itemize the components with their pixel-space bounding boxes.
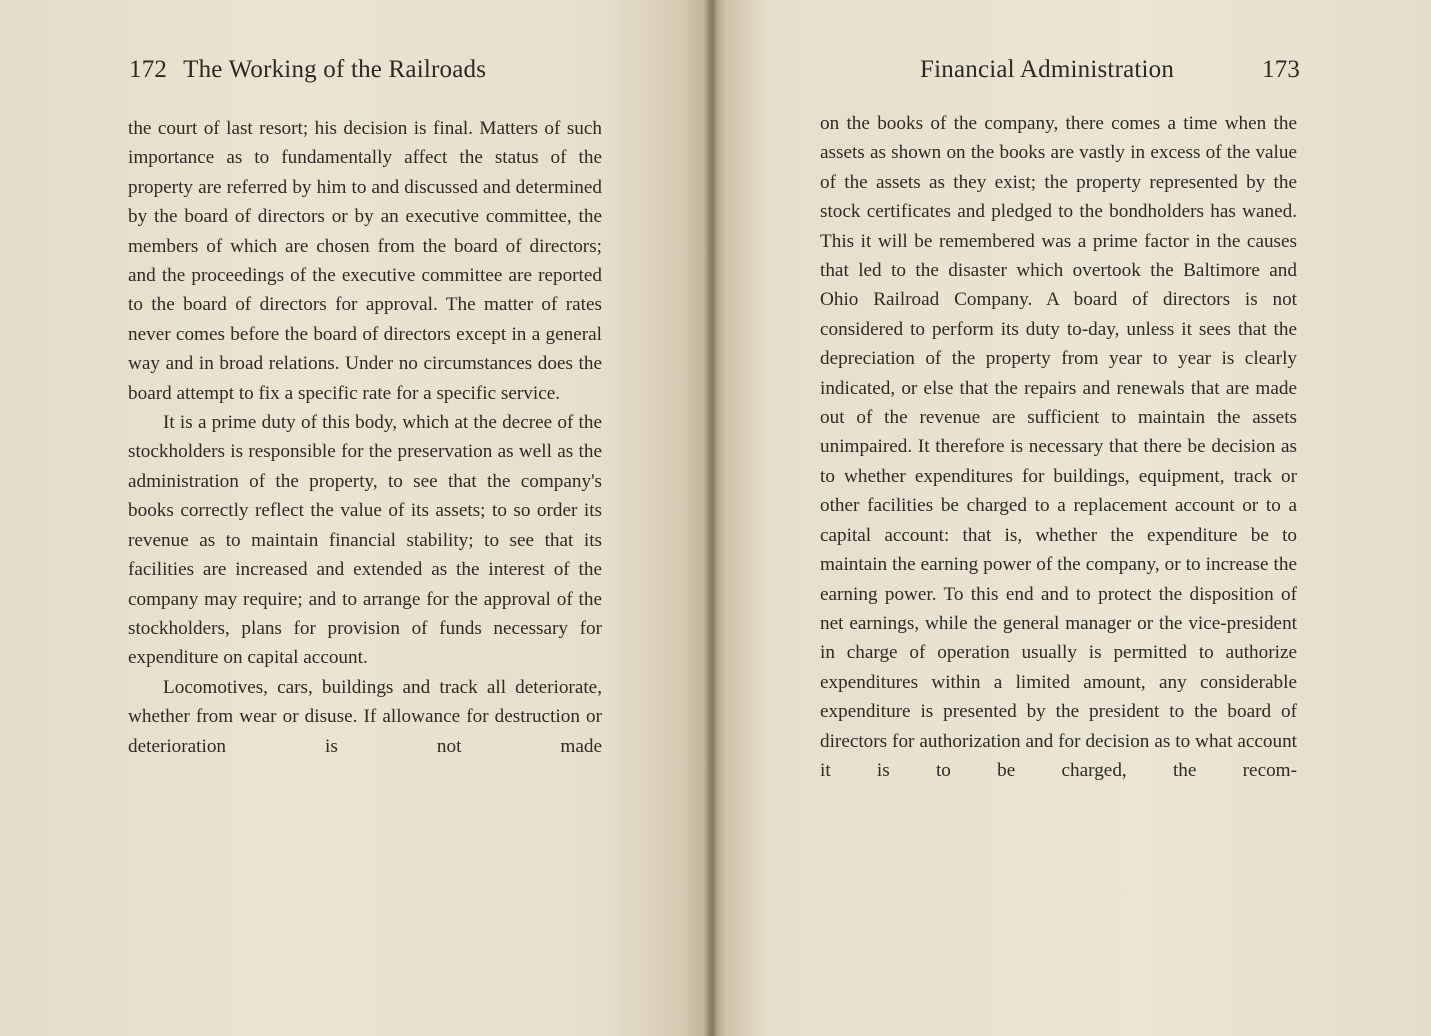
paragraph: on the books of the company, there comes a time when the assets as shown on the books are vastly in excess of the value of the assets as they exist; the property represented by the stock certificates and pledged to the bondholders has waned. This it will be remembered was a prime factor in the causes that led to the disaster which overtook the Baltimore and Ohio Railroad Company. A board of directors is not considered to perform its duty to-day, unless it sees that the depreciation of the property from year to year is clearly indicated, or else that the repairs and renewals that are made out of the revenue are sufficient to maintain the assets unimpaired. It therefore is necessary that there be decision as to whether expenditures for buildings, equipment, track or other facilities be charged to a replacement account or to a capital account: that is, whether the expenditure be to maintain the earning power of the company, or to increase the earning power. To this end and to protect the disposition of net earnings, while the general manager or the vice-president in charge of operation usually is permitted to authorize expenditures within a limited amount, any considerable expenditure is presented by the president to the board of directors for authorization and for decision as to what account it is to be charged, the recom- <box>820 113 1297 781</box>
left-page-body <box>128 114 602 761</box>
left-page-header <box>129 56 541 84</box>
running-head: The Working of the Railroads <box>183 56 487 83</box>
right-page <box>712 0 1431 1036</box>
left-page <box>0 0 712 1036</box>
paragraph: Locomotives, cars, buildings and track all deteriorate, whether from wear or disuse. If allowance for destruction or deterioration is not made <box>128 676 602 757</box>
page-number: 172 <box>129 56 168 83</box>
running-head: Financial Administration <box>920 56 1175 83</box>
page-number: 173 <box>1262 56 1301 83</box>
paragraph: It is a prime duty of this body, which at the decree of the stockholders is responsible for the preservation as well as the administration of the property, to see that the company's books correctly reflect the value of its assets; to so order its revenue as to maintain financial stability; to see that its facilities are increased and extended as the interest of the company may require; and to arrange for the approval of the stockholders, plans for provision of funds necessary for expenditure on capital account. <box>128 412 602 669</box>
right-page-header <box>920 56 1300 84</box>
book-gutter <box>704 0 718 1036</box>
right-page-body <box>820 109 1297 785</box>
paragraph: the court of last resort; his decision is final. Matters of such importance as to fundamentally affect the status of the property are referred by him to and discussed and determined by the board of directors or by an executive committee, the members of which are chosen from the board of directors; and the proceedings of the executive committee are reported to the board of directors for approval. The matter of rates never comes before the board of directors except in a general way and in broad relations. Under no circumstances does the board attempt to fix a specific rate for a specific service. <box>128 118 602 404</box>
